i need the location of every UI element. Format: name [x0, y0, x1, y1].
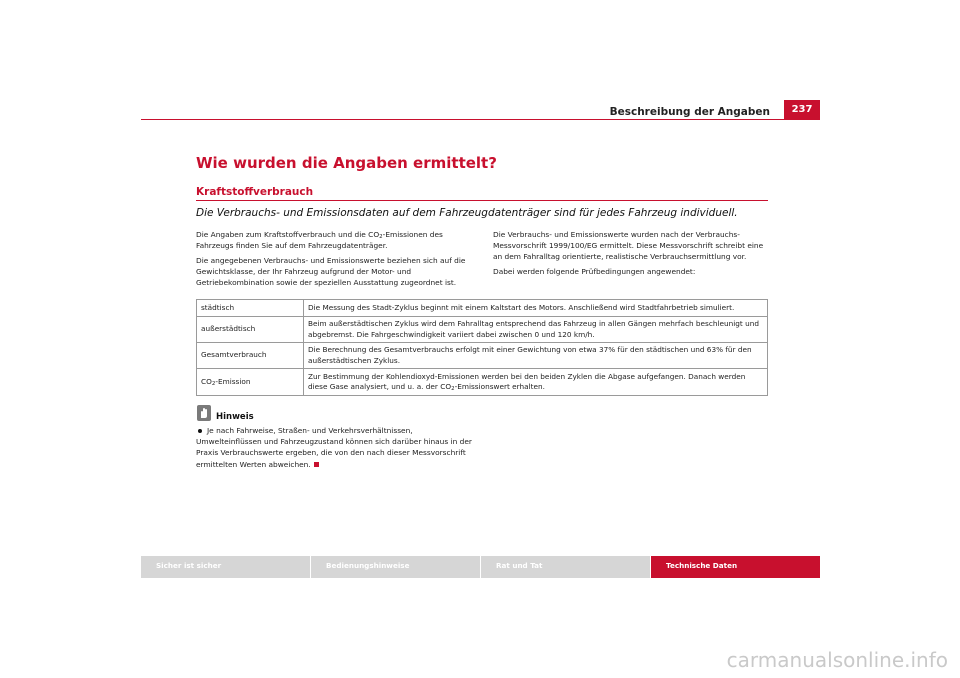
table-label-cell: $CO_2$-Emission — [197, 369, 304, 396]
right-paragraph-2: Dabei werden folgende Prüfbedingungen angewendet: — [493, 267, 696, 277]
test-conditions-table — [196, 299, 768, 396]
table-row — [197, 369, 768, 396]
note-title: Hinweis — [216, 412, 254, 422]
table-label-cell: städtisch — [197, 300, 304, 317]
note-body: Je nach Fahrweise, Straßen- und Verkehrsverhältnissen, Umwelteinflüssen und Fahrzeugzustand können sich darüber hinaus in der Praxis Verbrauchswerte ergeben, die von den nach dieser Messvorschrift ermittelten Werten abweichen. — [196, 426, 472, 469]
left-paragraph-1: Die Angaben zum Kraftstoffverbrauch und die $CO_2$-Emissionen des Fahrzeugs finden Sie auf dem Fahrzeugdatenträger. — [196, 230, 443, 251]
footer-navigation — [141, 556, 820, 578]
bullet-icon — [198, 429, 202, 433]
note-hand-icon — [197, 405, 211, 421]
table-row — [197, 300, 768, 317]
table-row — [197, 317, 768, 343]
right-column — [493, 229, 771, 281]
table-text-cell: Die Berechnung des Gesamtverbrauchs erfolgt mit einer Gewichtung von etwa 37% für den städtischen und 63% für den außerstädtischen Zyklus. — [304, 343, 768, 369]
left-paragraph-2: Die angegebenen Verbrauchs- und Emissionswerte beziehen sich auf die Gewichtsklasse, der Ihr Fahrzeug aufgrund der Motor- und Getriebekombination sowie der speziellen Ausstattung zugeordnet ist. — [196, 256, 466, 288]
footer-tab-technische-daten[interactable]: Technische Daten — [650, 556, 820, 578]
lead-paragraph: Die Verbrauchs- und Emissionsdaten auf dem Fahrzeugdatenträger sind für jedes Fahrzeug individuell. — [196, 207, 738, 219]
subsection-title: Kraftstoffverbrauch — [196, 186, 314, 198]
table-label-cell: Gesamtverbrauch — [197, 343, 304, 369]
subsection-divider — [196, 200, 768, 201]
watermark: carmanualsonline.info — [726, 648, 948, 672]
footer-tab-bedienungshinweise[interactable]: Bedienungshinweise — [310, 556, 480, 578]
table-text-cell: Zur Bestimmung der Kohlendioxyd-Emissionen werden bei den beiden Zyklen die Abgase aufgefangen. Danach werden diese Gase analysiert, und u. a. der $CO_2$-Emissionswert erhalten. — [304, 369, 768, 396]
table-label-cell: außerstädtisch — [197, 317, 304, 343]
table-row — [197, 343, 768, 369]
footer-tab-rat-und-tat[interactable]: Rat und Tat — [480, 556, 650, 578]
table-text-cell: Beim außerstädtischen Zyklus wird dem Fahralltag entsprechend das Fahrzeug in allen Gängen mehrfach beschleunigt und abgebremst. Die Fahrgeschwindigkeit variiert dabei zwischen 0 und 120 km/h. — [304, 317, 768, 343]
page-header-title: Beschreibung der Angaben — [609, 106, 770, 118]
header-divider — [141, 119, 820, 120]
section-title: Wie wurden die Angaben ermittelt? — [196, 154, 497, 172]
page-number: 237 — [784, 100, 820, 119]
footer-tab-sicher-ist-sicher[interactable]: Sicher ist sicher — [141, 556, 310, 578]
right-paragraph-1: Die Verbrauchs- und Emissionswerte wurden nach der Verbrauchs-Messvorschrift 1999/100/EG ermittelt. Diese Messvorschrift schreibt eine an dem Fahralltag orientierte, realistische Verbrauchsermittlung vor. — [493, 230, 764, 262]
section-end-icon — [314, 462, 319, 467]
left-column — [196, 229, 476, 292]
table-text-cell: Die Messung des Stadt-Zyklus beginnt mit einem Kaltstart des Motors. Anschließend wird Stadtfahrbetrieb simuliert. — [304, 300, 768, 317]
